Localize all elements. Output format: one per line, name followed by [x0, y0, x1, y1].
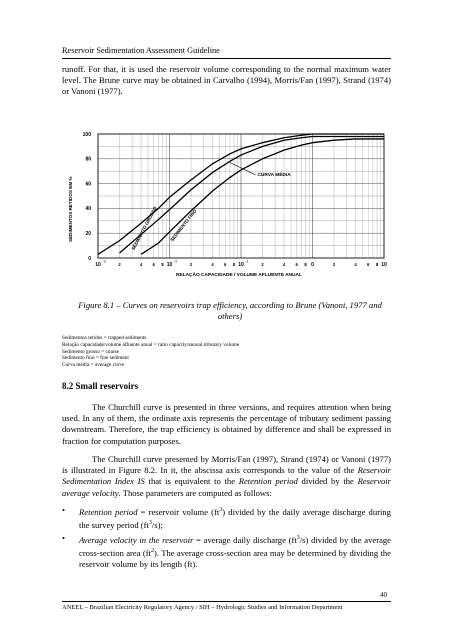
- x-tick-exponent: -1: [245, 259, 249, 264]
- x-tick-label: 6: [152, 262, 155, 267]
- curve-label: CURVA MÉDIA: [257, 173, 291, 179]
- italic-term: Retention period: [238, 476, 298, 487]
- running-footer: ANEEL – Brazilian Electricity Regulatory Agency / SIH – Hydrologic Studies and Information Department: [62, 604, 343, 611]
- y-tick-labels: [83, 132, 92, 262]
- x-tick-label: 8: [375, 262, 379, 267]
- x-tick-label: 4: [139, 262, 143, 267]
- x-tick-label: 0: [311, 262, 314, 268]
- bullet-item-velocity: • Average velocity in the reservoir = average daily discharge $(ft^3/s)$ divided by the average cross-section area $(ft^2)$. The average cross-section area may be determined by dividing the reservoir volume by its length (ft).: [62, 533, 391, 570]
- curve-label: SEDIMENTO FINO: [169, 208, 198, 243]
- intro-paragraph: runoff. For that, it is used the reservoir volume corresponding to the normal maximum water level. The Brune curve may be obtained in Carvalho (1994), Morris/Fan (1997), Strand (1974) or Vanoni (1977).: [62, 64, 391, 97]
- legend-line: Sedimento fino = fine sediment: [62, 355, 129, 362]
- x-tick-labels: [95, 260, 387, 269]
- x-tick-label: 6: [223, 262, 227, 267]
- x-tick-label: 4: [211, 262, 214, 267]
- y-tick-label: 60: [85, 181, 91, 188]
- churchill-paragraph: The Churchill curve is presented in three versions, and requires attention when being used. In any of them, the ordinate axis represents the percentage of tributary sediment passing downstream. Therefore, the trap efficiency is obtained by difference and shall be expressed in fraction for computation purposes.: [62, 402, 391, 446]
- x-axis-label: RELAÇÃO CAPACIDADE / VOLUME AFLUENTE ANUAL: [176, 273, 302, 278]
- bullet-list: [62, 505, 391, 572]
- bullet-dot-icon: •: [62, 533, 66, 544]
- legend-line: Curva média = average curve: [62, 362, 125, 369]
- legend-line: Relação capacidade/volume afluente anual = ratio capacity/annual tributary volume: [62, 341, 240, 348]
- x-tick-exponent: -2: [174, 259, 178, 264]
- running-header: Reservoir Sedimentation Assessment Guideline: [62, 46, 220, 55]
- legend-line: Sedimentos retidos = trapped sediments: [62, 335, 147, 341]
- x-tick-label: 8: [161, 262, 164, 267]
- bullet-item-retention: • Retention period = reservoir volume $(ft^3)$ divided by the daily average discharge during the survey period $(ft^3/s)$;: [62, 505, 391, 530]
- y-tick-label: 0: [88, 255, 91, 262]
- x-tick-label: 6: [295, 262, 298, 267]
- brune-curve-chart: [64, 124, 390, 300]
- footer-rule: [62, 601, 391, 602]
- header-rule: [62, 58, 391, 59]
- italic-term: Reservoir Sedimentation Index IS: [62, 465, 391, 487]
- x-tick-label: 6: [366, 262, 370, 267]
- x-tick-label: 2: [332, 262, 336, 267]
- legend-line: Sedimento grosso = coarse: [62, 348, 119, 355]
- y-tick-label: 80: [85, 156, 91, 163]
- x-tick-label: 10: [381, 262, 387, 268]
- x-tick-label: 10: [95, 262, 101, 268]
- y-tick-label: 20: [85, 231, 91, 237]
- x-tick-label: 2: [118, 262, 121, 267]
- x-tick-label: 8: [232, 262, 236, 267]
- section-heading: 8.2 Small reservoirs: [62, 381, 139, 391]
- x-tick-label: 2: [261, 262, 264, 267]
- y-tick-label: 40: [85, 206, 91, 213]
- y-tick-label: 100: [82, 131, 91, 138]
- page-number: 40: [380, 591, 387, 599]
- italic-term: Reservoir average velocity: [62, 476, 391, 498]
- y-axis-label: SEDIMENTOS RETIDOS EM %: [68, 176, 73, 242]
- x-tick-label: 4: [282, 262, 286, 267]
- curve-label: SEDIMENTO GROSSO: [130, 205, 158, 252]
- bullet-dot-icon: •: [62, 505, 66, 515]
- x-tick-label: 2: [189, 262, 193, 267]
- x-tick-label: 4: [354, 262, 357, 267]
- x-tick-label: 10: [166, 262, 173, 268]
- x-tick-exponent: -3: [102, 259, 106, 264]
- figure-reference-paragraph: The Churchill curve presented by Morris/Fan (1997), Strand (1974) or Vanoni (1977) is illustrated in Figure 8.2. In it, the abscissa axis corresponds to the value of the Reservoir Sedimentation Index IS that is equivalent to the Retention period divided by the Reservoir average velocity. Those parameters are computed as follows:: [62, 454, 391, 498]
- translation-legend: [62, 335, 239, 369]
- x-tick-label: 10: [238, 262, 244, 268]
- figure-caption: Figure 8.1 – Curves on reservoirs trap efficiency, according to Brune (Vanoni, 1977 and others): [78, 300, 382, 321]
- curve-line: [120, 136, 384, 253]
- x-tick-label: 8: [304, 262, 307, 267]
